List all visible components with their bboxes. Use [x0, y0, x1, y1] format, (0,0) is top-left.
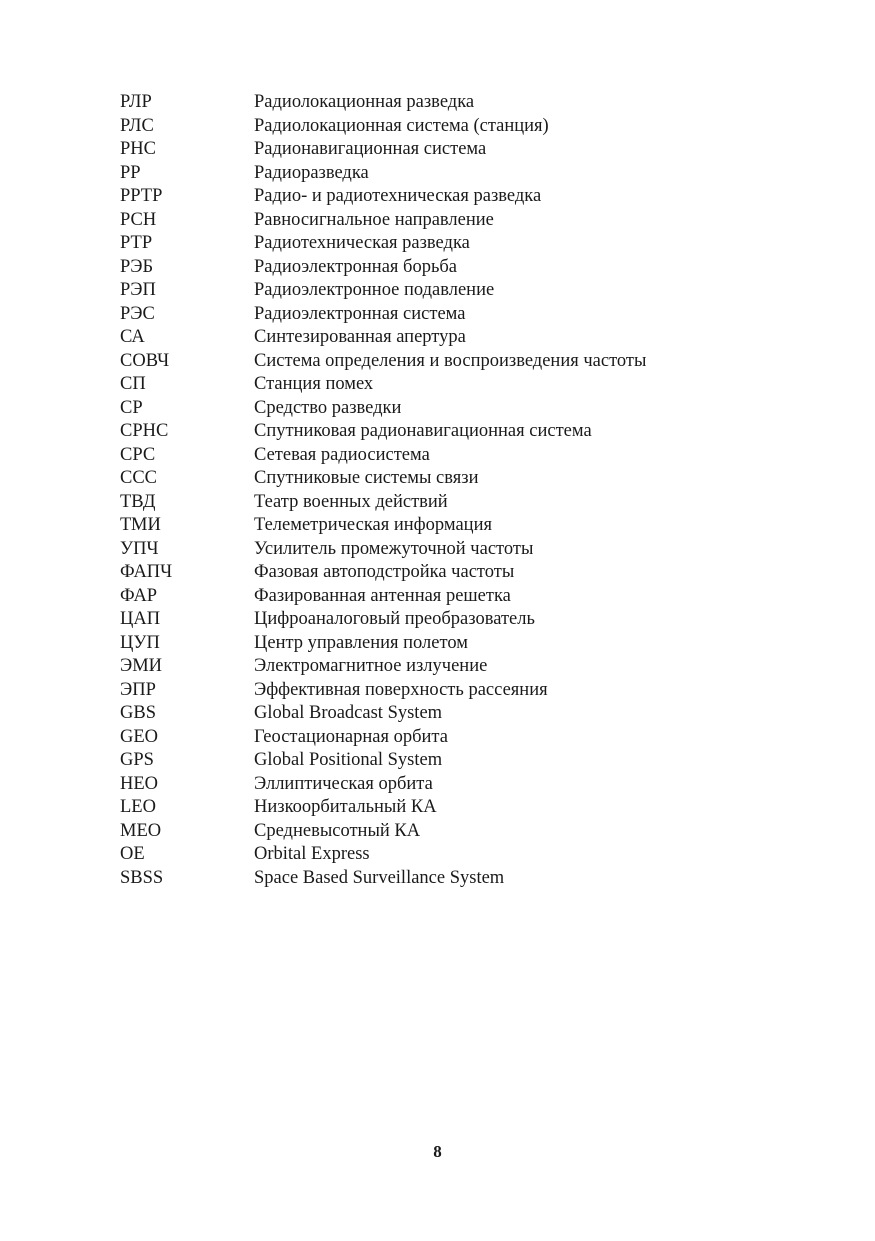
abbreviation-description: Спутниковые системы связи	[254, 468, 479, 488]
abbreviation-term: ФАПЧ	[120, 562, 173, 582]
abbreviation-row	[120, 796, 820, 820]
abbreviation-term: HEO	[120, 773, 159, 794]
abbreviation-description: Геостационарная орбита	[254, 726, 448, 747]
abbreviation-row	[120, 820, 820, 844]
abbreviation-row	[120, 773, 820, 797]
abbreviation-row	[120, 138, 820, 162]
abbreviation-term: РЭБ	[120, 256, 154, 277]
abbreviation-term: ЭМИ	[120, 656, 163, 676]
abbreviation-description: Фазовая автоподстройка частоты	[254, 562, 515, 582]
abbreviation-term: OE	[120, 844, 145, 864]
abbreviation-row	[120, 232, 820, 256]
abbreviation-term: РНС	[120, 139, 156, 159]
abbreviation-term: РРТР	[120, 186, 163, 206]
abbreviation-term: ЦУП	[120, 632, 160, 653]
abbreviation-description: Цифроаналоговый преобразователь	[254, 609, 535, 629]
abbreviation-row	[120, 209, 820, 233]
abbreviation-row	[120, 514, 820, 538]
abbreviation-row	[120, 256, 820, 280]
abbreviation-term: СП	[120, 374, 146, 394]
abbreviation-term: SBSS	[120, 867, 164, 888]
abbreviation-term: LEO	[120, 797, 156, 817]
abbreviation-description: Space Based Surveillance System	[254, 867, 505, 888]
abbreviation-term: GPS	[120, 750, 154, 770]
abbreviation-description: Global Broadcast System	[254, 703, 443, 723]
abbreviation-term: GBS	[120, 703, 156, 723]
abbreviation-row	[120, 91, 820, 115]
abbreviation-description: Станция помех	[254, 374, 374, 394]
abbreviation-row	[120, 115, 820, 139]
abbreviation-row	[120, 162, 820, 186]
abbreviation-description: Радиоэлектронное подавление	[254, 280, 495, 300]
abbreviation-description: Равносигнальное направление	[254, 209, 494, 230]
abbreviation-description: Радиолокационная разведка	[254, 92, 475, 112]
abbreviation-description: Центр управления полетом	[254, 632, 468, 653]
abbreviation-description: Усилитель промежуточной частоты	[254, 538, 534, 559]
abbreviation-description: Система определения и воспроизведения частоты	[254, 350, 647, 371]
abbreviation-term: ТМИ	[120, 515, 161, 535]
abbreviation-row	[120, 420, 820, 444]
abbreviation-description: Радио- и радиотехническая разведка	[254, 186, 542, 206]
abbreviation-row	[120, 585, 820, 609]
abbreviation-row	[120, 867, 820, 891]
abbreviation-term: ФАР	[120, 585, 158, 606]
abbreviation-row	[120, 467, 820, 491]
page-number: 8	[433, 1142, 442, 1161]
abbreviation-row	[120, 397, 820, 421]
abbreviation-description: Телеметрическая информация	[254, 515, 492, 535]
abbreviation-row	[120, 726, 820, 750]
abbreviation-term: РЛС	[120, 115, 154, 136]
abbreviation-term: УПЧ	[120, 538, 159, 559]
abbreviation-description: Радиолокационная система (станция)	[254, 115, 549, 136]
abbreviation-term: СА	[120, 327, 145, 347]
abbreviation-term: РЭП	[120, 280, 156, 300]
abbreviation-row	[120, 491, 820, 515]
abbreviation-term: ЦАП	[120, 609, 161, 629]
abbreviation-term: ЭПР	[120, 679, 156, 700]
abbreviation-row	[120, 373, 820, 397]
abbreviation-description: Эффективная поверхность рассеяния	[254, 679, 548, 700]
abbreviation-term: СР	[120, 397, 143, 418]
abbreviation-description: Фазированная антенная решетка	[254, 585, 511, 606]
abbreviation-description: Радионавигационная система	[254, 139, 487, 159]
abbreviation-row	[120, 561, 820, 585]
abbreviation-row	[120, 350, 820, 374]
abbreviation-term: MEO	[120, 820, 162, 841]
abbreviation-description: Театр военных действий	[254, 491, 448, 512]
abbreviation-row	[120, 608, 820, 632]
abbreviation-row	[120, 702, 820, 726]
abbreviation-term: ССС	[120, 468, 158, 488]
abbreviation-term: СОВЧ	[120, 350, 170, 371]
abbreviation-row	[120, 279, 820, 303]
abbreviation-description: Orbital Express	[254, 844, 370, 864]
abbreviation-row	[120, 843, 820, 867]
abbreviation-description: Эллиптическая орбита	[254, 773, 433, 794]
abbreviation-description: Радиоразведка	[254, 162, 369, 183]
abbreviation-row	[120, 655, 820, 679]
abbreviation-description: Синтезированная апертура	[254, 327, 466, 347]
abbreviation-description: Сетевая радиосистема	[254, 444, 430, 465]
abbreviation-term: РЭС	[120, 303, 155, 324]
abbreviation-row	[120, 444, 820, 468]
abbreviation-description: Спутниковая радионавигационная система	[254, 421, 592, 441]
abbreviation-term: СРС	[120, 444, 156, 465]
abbreviation-description: Средневысотный КА	[254, 820, 421, 841]
abbreviation-row	[120, 632, 820, 656]
abbreviation-row	[120, 185, 820, 209]
abbreviation-row	[120, 749, 820, 773]
abbreviation-description: Радиоэлектронная борьба	[254, 256, 458, 277]
abbreviation-row	[120, 326, 820, 350]
abbreviation-description: Электромагнитное излучение	[254, 656, 488, 676]
abbreviation-description: Низкоорбитальный КА	[254, 797, 437, 817]
abbreviation-description: Радиоэлектронная система	[254, 303, 466, 324]
abbreviation-row	[120, 538, 820, 562]
abbreviation-row	[120, 303, 820, 327]
abbreviation-term: GEO	[120, 726, 159, 747]
abbreviation-description: Средство разведки	[254, 397, 402, 418]
abbreviation-description: Радиотехническая разведка	[254, 233, 470, 253]
abbreviation-term: РР	[120, 162, 141, 183]
abbreviation-list	[120, 91, 820, 890]
abbreviation-term: РСН	[120, 209, 157, 230]
abbreviation-term: ТВД	[120, 491, 156, 512]
abbreviation-term: РТР	[120, 233, 153, 253]
abbreviation-row	[120, 679, 820, 703]
abbreviation-term: СРНС	[120, 421, 169, 441]
abbreviation-term: РЛР	[120, 92, 152, 112]
abbreviation-description: Global Positional System	[254, 750, 443, 770]
